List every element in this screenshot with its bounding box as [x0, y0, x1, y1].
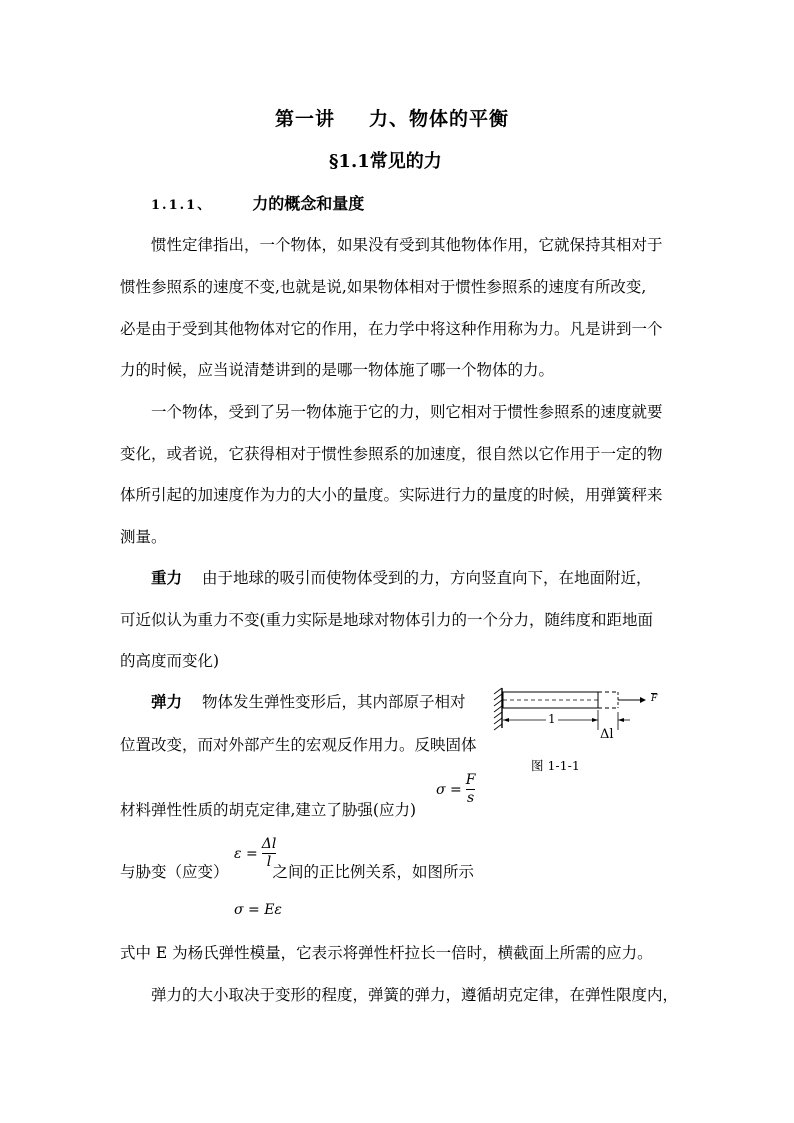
stress-formula: [436, 772, 475, 807]
paragraph-line: 力的时候，应当说清楚讲到的是哪一物体施了哪一个物体的力。: [120, 361, 555, 379]
figure-rod-diagram: [490, 682, 670, 742]
paragraph-line: [120, 860, 474, 882]
wall-hatching: [494, 688, 502, 730]
length-label: 1: [548, 712, 556, 726]
paragraph-line: 惯性定律指出，一个物体，如果没有受到其他物体作用，它就保持其相对于: [151, 236, 663, 254]
force-arrowhead: [640, 697, 646, 703]
gravity-text: 由于地球的吸引而使物体受到的力，方向竖直向下，在地面附近，: [202, 569, 652, 587]
paragraph-line: 体所引起的加速度作为力的大小的量度。实际进行力的量度的时候，用弹簧秤来: [120, 486, 663, 504]
title-lecture: 第一讲: [275, 108, 336, 130]
subsection-name: 力的概念和量度: [252, 194, 365, 213]
term-gravity: 重力: [151, 568, 183, 587]
force-label: $\overline{F}$: [651, 694, 658, 704]
stress-denominator: s: [467, 790, 475, 806]
paragraph-line: 一个物体，受到了另一物体施于它的力，则它相对于惯性参照系的速度就要: [151, 403, 663, 421]
stress-numerator: F: [465, 772, 476, 788]
strain-intro-text: 与胁变（应变）: [120, 863, 229, 881]
paragraph-line: 惯性参照系的速度不变,也就是说,如果物体相对于惯性参照系的速度有所改变,: [120, 278, 647, 296]
gravity-line: [151, 566, 652, 588]
hooke-formula: σ = Eε: [234, 902, 282, 918]
paragraph-line: 材料弹性性质的胡克定律,建立了胁强(应力): [120, 801, 417, 819]
paragraph-line: 式中 E 为杨氏弹性模量，它表示将弹性杆拉长一倍时，横截面上所需的应力。: [120, 944, 653, 962]
strain-relation-text: 之间的正比例关系，如图所示: [272, 863, 475, 881]
paragraph-line: 弹力的大小取决于变形的程度，弹簧的弹力，遵循胡克定律，在弹性限度内，: [151, 986, 679, 1004]
paragraph-line: 变化，或者说，它获得相对于惯性参照系的加速度，很自然以它作用于一定的物: [120, 445, 663, 463]
title-topic: 力、物体的平衡: [369, 108, 510, 130]
paragraph-line: 位置改变，而对外部产生的宏观反作用力。反映固体: [120, 736, 477, 754]
strain-lhs: ε =: [234, 845, 258, 862]
stress-lhs: σ =: [436, 781, 462, 798]
elastic-text: 物体发生弹性变形后，其内部原子相对: [202, 693, 466, 711]
stress-fraction: [466, 772, 476, 807]
delta-l-label: Δl: [600, 727, 614, 742]
figure-caption: 图 1-1-1: [531, 758, 580, 773]
subsection-number: 1.1.1、: [151, 198, 213, 213]
page-title: [275, 104, 509, 131]
paragraph-line: 的高度而变化): [120, 652, 220, 670]
strain-denominator: l: [266, 854, 272, 870]
paragraph-line: 必是由于受到其他物体对它的作用，在力学中将这种作用称为力。凡是讲到一个: [120, 320, 663, 338]
term-elastic: 弹力: [151, 692, 183, 711]
strain-formula: [234, 836, 276, 871]
paragraph-line: 测量。: [120, 528, 167, 546]
elastic-line: [151, 690, 466, 712]
strain-numerator: Δl: [261, 836, 277, 852]
section-title: §1.1常见的力: [329, 151, 442, 172]
subsection-heading: [151, 191, 364, 214]
paragraph-line: 可近似认为重力不变(重力实际是地球对物体引力的一个分力，随纬度和距地面: [120, 611, 654, 629]
strain-fraction: [262, 836, 277, 871]
